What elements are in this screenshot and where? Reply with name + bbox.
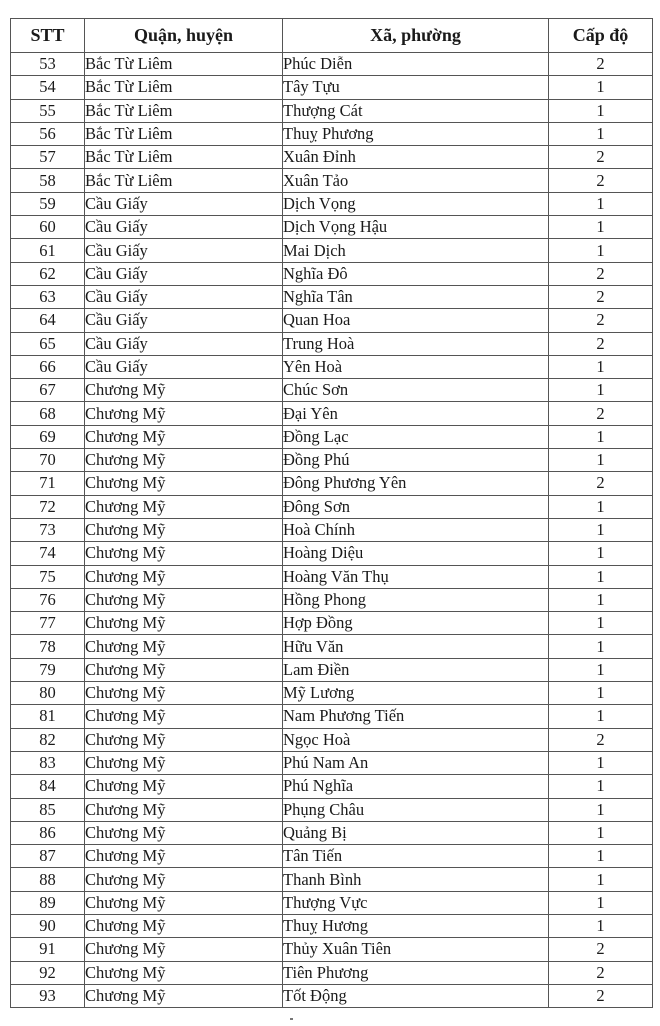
table-row [11,728,653,751]
cell-district: Chương Mỹ [85,868,283,891]
cell-district: Chương Mỹ [85,588,283,611]
cell-ward: Thủy Xuân Tiên [283,938,549,961]
cell-stt: 87 [11,845,85,868]
cell-stt: 89 [11,891,85,914]
table-row [11,891,653,914]
cell-ward: Nghĩa Tân [283,285,549,308]
cell-level: 2 [549,285,653,308]
cell-district: Bắc Từ Liêm [85,169,283,192]
cell-ward: Dịch Vọng Hậu [283,216,549,239]
cell-ward: Hợp Đồng [283,612,549,635]
cell-level: 1 [549,495,653,518]
cell-stt: 83 [11,751,85,774]
cell-district: Chương Mỹ [85,518,283,541]
cell-stt: 57 [11,146,85,169]
cell-level: 1 [549,122,653,145]
table-row [11,472,653,495]
cell-stt: 68 [11,402,85,425]
cell-ward: Tiên Phương [283,961,549,984]
cell-stt: 82 [11,728,85,751]
header-row [11,19,653,53]
cell-stt: 73 [11,518,85,541]
cell-level: 1 [549,588,653,611]
table-row [11,355,653,378]
cell-district: Chương Mỹ [85,635,283,658]
table-row [11,984,653,1007]
header-ward: Xã, phường [283,19,549,53]
table-row [11,309,653,332]
table-body [11,53,653,1008]
cell-stt: 70 [11,449,85,472]
cell-ward: Thuỵ Hương [283,914,549,937]
cell-ward: Dịch Vọng [283,192,549,215]
cell-district: Chương Mỹ [85,682,283,705]
cell-ward: Yên Hoà [283,355,549,378]
table-row [11,612,653,635]
cell-district: Chương Mỹ [85,612,283,635]
cell-ward: Thượng Cát [283,99,549,122]
cell-district: Cầu Giấy [85,285,283,308]
cell-stt: 84 [11,775,85,798]
cell-ward: Phúc Diễn [283,53,549,76]
cell-district: Bắc Từ Liêm [85,146,283,169]
cell-stt: 56 [11,122,85,145]
cell-district: Chương Mỹ [85,449,283,472]
cell-level: 2 [549,728,653,751]
cell-district: Bắc Từ Liêm [85,76,283,99]
table-row [11,821,653,844]
cell-district: Cầu Giấy [85,216,283,239]
cell-ward: Hoàng Văn Thụ [283,565,549,588]
cell-level: 1 [549,635,653,658]
cell-district: Chương Mỹ [85,425,283,448]
table-row [11,332,653,355]
cell-ward: Thuỵ Phương [283,122,549,145]
table-row [11,798,653,821]
table-header [11,19,653,53]
cell-district: Chương Mỹ [85,961,283,984]
cell-stt: 69 [11,425,85,448]
cell-stt: 60 [11,216,85,239]
cell-ward: Xuân Tảo [283,169,549,192]
cell-level: 1 [549,705,653,728]
cell-district: Cầu Giấy [85,332,283,355]
cell-stt: 58 [11,169,85,192]
cell-district: Cầu Giấy [85,355,283,378]
cell-district: Chương Mỹ [85,495,283,518]
cell-ward: Hồng Phong [283,588,549,611]
cell-ward: Tây Tựu [283,76,549,99]
cell-stt: 71 [11,472,85,495]
cell-level: 1 [549,914,653,937]
cell-district: Chương Mỹ [85,775,283,798]
cell-stt: 76 [11,588,85,611]
cell-ward: Đồng Lạc [283,425,549,448]
table-row [11,216,653,239]
cell-district: Cầu Giấy [85,309,283,332]
cell-district: Chương Mỹ [85,845,283,868]
table-row [11,53,653,76]
cell-stt: 93 [11,984,85,1007]
cell-ward: Mai Dịch [283,239,549,262]
cell-stt: 65 [11,332,85,355]
cell-level: 1 [549,682,653,705]
cell-level: 2 [549,984,653,1007]
table-row [11,868,653,891]
header-district: Quận, huyện [85,19,283,53]
cell-ward: Phú Nghĩa [283,775,549,798]
cell-district: Chương Mỹ [85,542,283,565]
cell-stt: 66 [11,355,85,378]
cell-ward: Tân Tiến [283,845,549,868]
cell-stt: 92 [11,961,85,984]
table-row [11,169,653,192]
cell-district: Chương Mỹ [85,984,283,1007]
cell-level: 1 [549,379,653,402]
table-row [11,449,653,472]
table-row [11,425,653,448]
cell-district: Chương Mỹ [85,821,283,844]
cell-level: 2 [549,146,653,169]
table-row [11,495,653,518]
cell-stt: 53 [11,53,85,76]
cell-district: Chương Mỹ [85,379,283,402]
cell-level: 2 [549,938,653,961]
cell-ward: Quan Hoa [283,309,549,332]
cell-level: 2 [549,472,653,495]
cell-ward: Tốt Động [283,984,549,1007]
cell-level: 2 [549,402,653,425]
cell-district: Bắc Từ Liêm [85,122,283,145]
table-row [11,682,653,705]
cell-ward: Đồng Phú [283,449,549,472]
cell-ward: Phụng Châu [283,798,549,821]
cell-level: 1 [549,192,653,215]
table-row [11,938,653,961]
table-row [11,122,653,145]
ward-level-table [10,18,653,1008]
cell-ward: Quảng Bị [283,821,549,844]
cell-level: 1 [549,425,653,448]
cell-stt: 64 [11,309,85,332]
cell-ward: Đông Sơn [283,495,549,518]
cell-stt: 85 [11,798,85,821]
cell-district: Chương Mỹ [85,751,283,774]
cell-district: Chương Mỹ [85,938,283,961]
cell-district: Chương Mỹ [85,798,283,821]
cell-level: 1 [549,658,653,681]
cell-stt: 80 [11,682,85,705]
cell-level: 1 [549,821,653,844]
cell-ward: Mỹ Lương [283,682,549,705]
cell-stt: 72 [11,495,85,518]
cell-ward: Hoà Chính [283,518,549,541]
table-row [11,99,653,122]
cell-ward: Trung Hoà [283,332,549,355]
cell-district: Chương Mỹ [85,891,283,914]
header-level: Cấp độ [549,19,653,53]
cell-level: 1 [549,239,653,262]
cell-level: 1 [549,751,653,774]
table-row [11,635,653,658]
table-row [11,588,653,611]
cell-level: 2 [549,332,653,355]
cell-district: Chương Mỹ [85,472,283,495]
cell-district: Bắc Từ Liêm [85,99,283,122]
cell-level: 1 [549,216,653,239]
table-row [11,285,653,308]
cell-ward: Chúc Sơn [283,379,549,402]
cell-level: 1 [549,542,653,565]
cell-ward: Nam Phương Tiến [283,705,549,728]
table-row [11,845,653,868]
table-row [11,542,653,565]
table-row [11,565,653,588]
table-row [11,379,653,402]
cell-stt: 63 [11,285,85,308]
table-row [11,402,653,425]
table-row [11,262,653,285]
cell-level: 1 [549,355,653,378]
cell-level: 1 [549,891,653,914]
cell-district: Chương Mỹ [85,658,283,681]
table-row [11,192,653,215]
cell-district: Cầu Giấy [85,192,283,215]
table-row [11,239,653,262]
table-row [11,146,653,169]
cell-level: 1 [549,845,653,868]
cell-stt: 91 [11,938,85,961]
header-stt: STT [11,19,85,53]
cell-level: 1 [549,775,653,798]
table-row [11,914,653,937]
cell-ward: Ngọc Hoà [283,728,549,751]
cell-stt: 75 [11,565,85,588]
table-row [11,961,653,984]
cell-stt: 81 [11,705,85,728]
table-row [11,775,653,798]
cell-stt: 59 [11,192,85,215]
cell-level: 1 [549,612,653,635]
table-row [11,751,653,774]
cell-district: Cầu Giấy [85,262,283,285]
cell-stt: 86 [11,821,85,844]
cell-stt: 54 [11,76,85,99]
cell-district: Chương Mỹ [85,728,283,751]
cell-stt: 55 [11,99,85,122]
cell-stt: 78 [11,635,85,658]
cell-level: 1 [549,518,653,541]
cell-level: 1 [549,868,653,891]
cell-district: Bắc Từ Liêm [85,53,283,76]
cell-ward: Hoàng Diệu [283,542,549,565]
cell-ward: Đông Phương Yên [283,472,549,495]
cell-level: 1 [549,76,653,99]
cell-stt: 61 [11,239,85,262]
cell-district: Chương Mỹ [85,705,283,728]
cell-district: Chương Mỹ [85,402,283,425]
cell-stt: 79 [11,658,85,681]
cell-level: 2 [549,262,653,285]
cell-ward: Nghĩa Đô [283,262,549,285]
cell-ward: Thượng Vực [283,891,549,914]
cell-ward: Xuân Đỉnh [283,146,549,169]
cell-ward: Hữu Văn [283,635,549,658]
table-row [11,76,653,99]
cell-level: 1 [549,565,653,588]
cell-stt: 77 [11,612,85,635]
cell-level: 2 [549,309,653,332]
cell-level: 2 [549,169,653,192]
cell-ward: Đại Yên [283,402,549,425]
cell-stt: 74 [11,542,85,565]
cell-level: 2 [549,53,653,76]
table-row [11,705,653,728]
cell-ward: Phú Nam An [283,751,549,774]
cell-stt: 90 [11,914,85,937]
cell-ward: Lam Điền [283,658,549,681]
page-mark [290,1018,293,1020]
table-row [11,518,653,541]
cell-district: Chương Mỹ [85,565,283,588]
cell-stt: 88 [11,868,85,891]
cell-level: 2 [549,961,653,984]
cell-level: 1 [549,798,653,821]
cell-level: 1 [549,99,653,122]
cell-district: Cầu Giấy [85,239,283,262]
cell-district: Chương Mỹ [85,914,283,937]
cell-ward: Thanh Bình [283,868,549,891]
cell-stt: 62 [11,262,85,285]
cell-stt: 67 [11,379,85,402]
cell-level: 1 [549,449,653,472]
table-row [11,658,653,681]
